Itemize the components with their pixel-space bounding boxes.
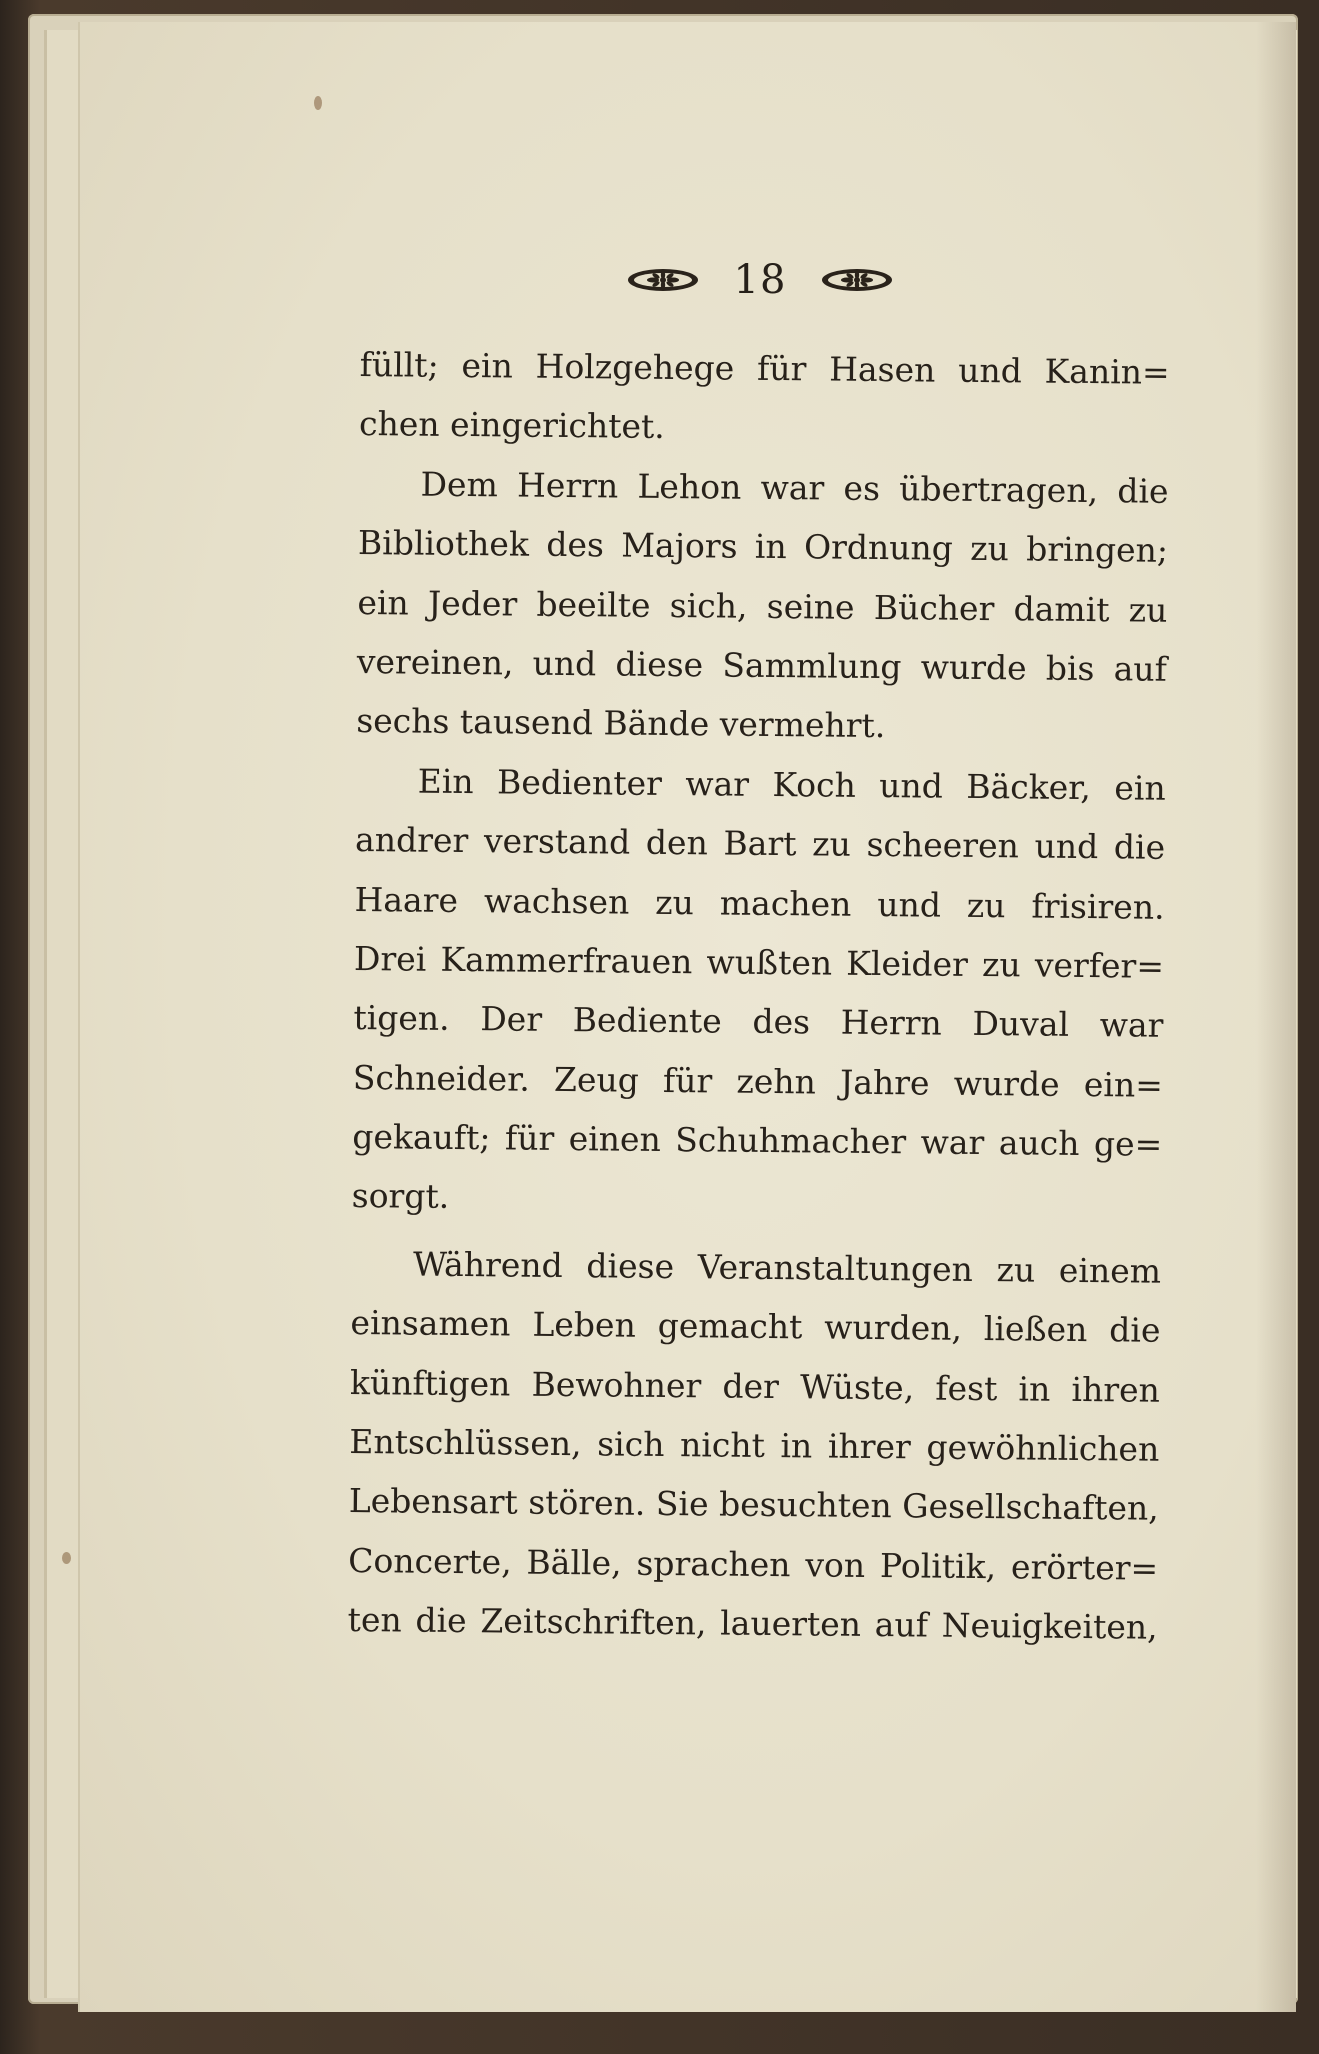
rosette-ornament-icon	[626, 267, 700, 293]
text-line: ein Jeder beeilte sich, seine Bücher damit zu	[357, 582, 1168, 630]
text-line: Haare wachsen zu machen und zu frisiren.	[354, 879, 1165, 927]
text-line: Bibliothek des Majors in Ordnung zu bringen;	[357, 523, 1169, 570]
text-line: Lebensart stören. Sie besuchten Gesellschaften,	[348, 1481, 1159, 1529]
text-line: Schneider. Zeug für zehn Jahre wurde ein=	[352, 1057, 1164, 1105]
text-line: füllt; ein Holzgehege für Hasen und Kanin=	[359, 344, 1170, 392]
text-line: sechs tausend Bände vermehrt.	[356, 701, 886, 746]
page-number: 18	[733, 257, 787, 303]
text-line: Entschlüssen, sich nicht in ihrer gewöhnlichen	[349, 1421, 1160, 1469]
rosette-ornament-icon	[820, 267, 894, 293]
text-line: ten die Zeitschriften, lauerten auf Neuigkeiten,	[347, 1600, 1158, 1647]
text-line: künftigen Bewohner der Wüste, fest in ihren	[349, 1362, 1161, 1410]
page-header	[560, 250, 960, 310]
paragraph-start-line: Dem Herrn Lehon war es übertragen, die	[420, 464, 1169, 511]
text-line: sorgt.	[351, 1176, 450, 1217]
page-gutter-shadow	[1256, 22, 1296, 2012]
text-line: vereinen, und diese Sammlung wurde bis auf	[356, 641, 1168, 689]
text-line: Concerte, Bälle, sprachen von Politik, erörter=	[348, 1540, 1159, 1588]
text-line: Drei Kammerfrauen wußten Kleider zu verfer=	[353, 938, 1165, 986]
paragraph-start-line: Ein Bedienter war Koch und Bäcker, ein	[417, 761, 1166, 808]
text-line: gekauft; für einen Schuhmacher war auch ge=	[352, 1117, 1163, 1164]
text-line: einsamen Leben gemacht wurden, ließen die	[350, 1303, 1161, 1350]
text-line: tigen. Der Bediente des Herrn Duval war	[353, 998, 1164, 1046]
paragraph-start-line: Während diese Veranstaltungen zu einem	[412, 1244, 1162, 1291]
text-line: chen eingerichtet.	[358, 404, 665, 447]
paper-spot	[314, 96, 322, 110]
paper-spot	[62, 1552, 71, 1564]
body-text	[347, 335, 1170, 1657]
text-line: andrer verstand den Bart zu scheeren und die	[354, 820, 1166, 867]
